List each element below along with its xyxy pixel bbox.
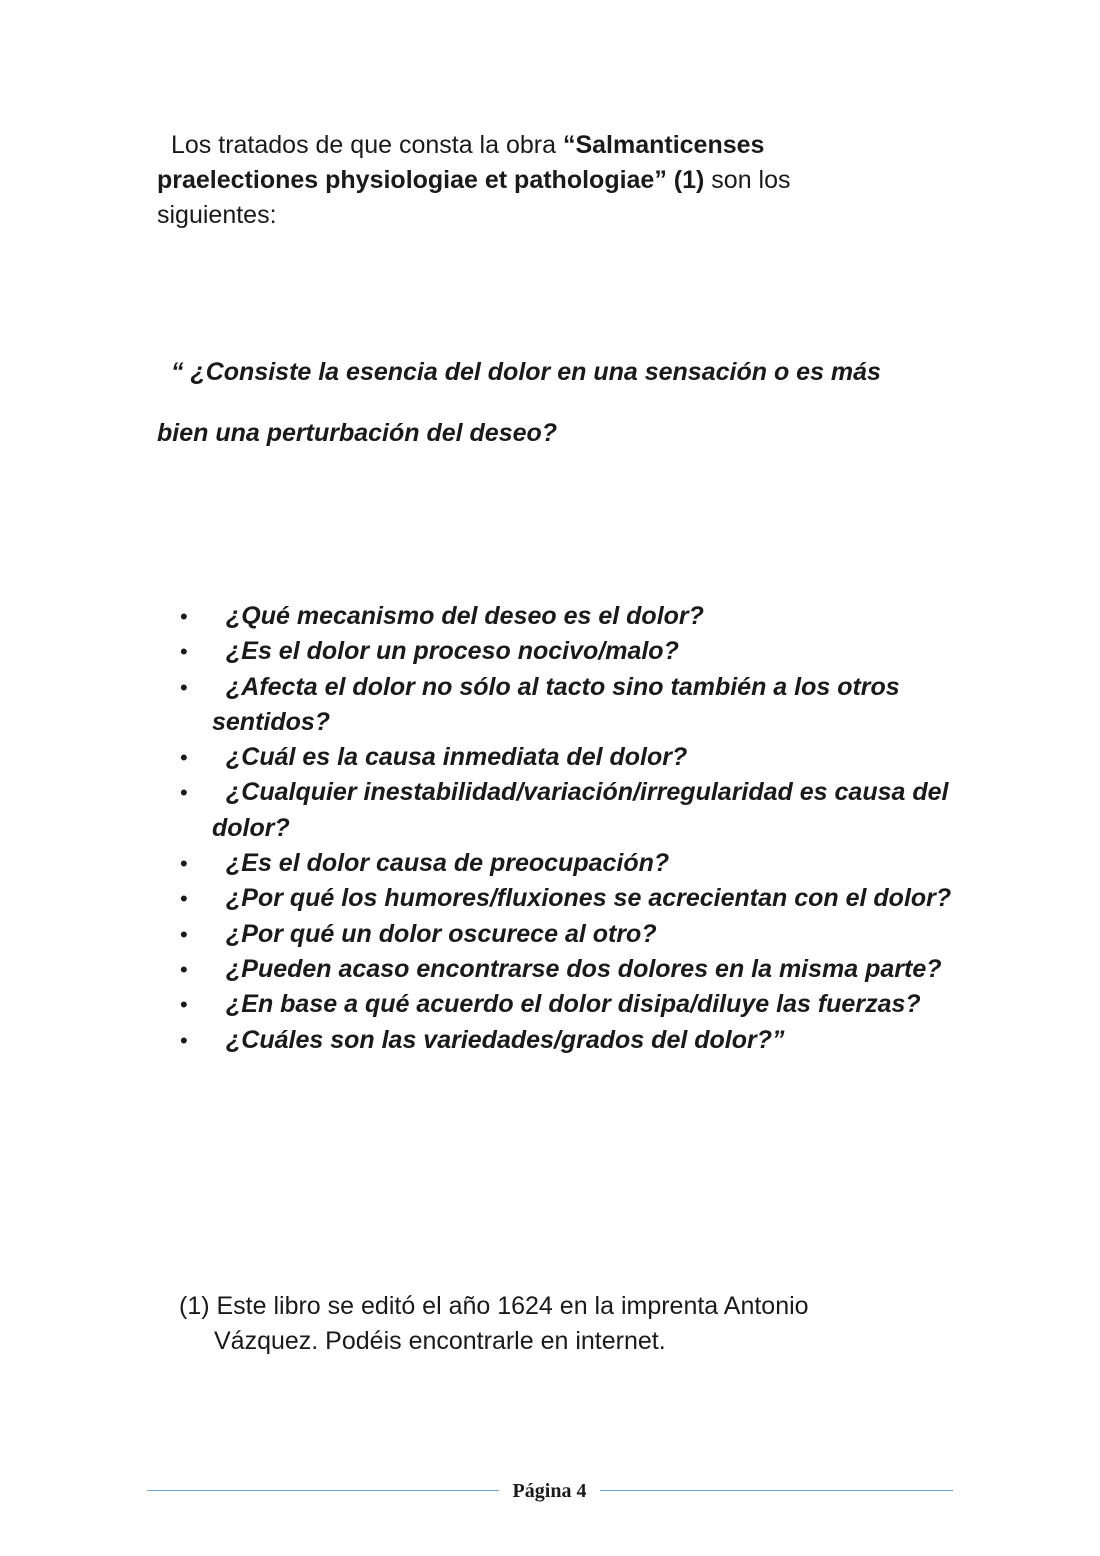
footer-rule-right	[600, 1490, 953, 1491]
footer-rule-left	[147, 1490, 499, 1491]
list-item	[180, 881, 952, 916]
question-text: ¿Cuál es la causa inmediata del dolor?	[226, 743, 688, 772]
intro-prefix: Los tratados de que consta la obra	[171, 131, 563, 159]
question-text: ¿Es el dolor causa de preocupación?	[226, 849, 670, 878]
question-text: ¿Afecta el dolor no sólo al tacto sino también a los otros sentidos?	[212, 672, 900, 736]
bullet-icon: •	[180, 921, 188, 947]
bullet-icon: •	[180, 745, 188, 771]
question-text: ¿Qué mecanismo del deseo es el dolor?	[226, 602, 704, 630]
list-item	[180, 846, 952, 881]
quote-line-2: bien una perturbación del deseo?	[157, 419, 558, 447]
list-item	[180, 634, 952, 669]
bullet-icon: •	[180, 604, 188, 629]
bullet-icon: •	[180, 780, 188, 806]
bullet-icon: •	[180, 992, 188, 1018]
bullet-icon: •	[180, 639, 188, 665]
list-item	[180, 670, 952, 741]
question-text: ¿Cualquier inestabilidad/variación/irregularidad es causa del dolor?	[212, 778, 949, 842]
list-item	[180, 775, 952, 846]
question-text: ¿En base a qué acuerdo el dolor disipa/diluye las fuerzas?	[226, 990, 921, 1019]
intro-paragraph	[157, 128, 857, 233]
question-text: ¿Por qué los humores/fluxiones se acrecientan con el dolor?	[226, 884, 952, 913]
list-item	[180, 917, 952, 952]
list-item	[180, 740, 952, 775]
page-footer	[147, 1478, 953, 1504]
list-item	[180, 599, 952, 634]
page-number: Página 4	[512, 1480, 587, 1502]
bullet-icon: •	[180, 851, 188, 877]
bullet-icon: •	[180, 886, 188, 912]
footnote: (1) Este libro se editó el año 1624 en la imprenta Antonio Vázquez. Podéis encontrarle en internet.	[179, 1292, 809, 1355]
question-text: ¿Por qué un dolor oscurece al otro?	[226, 919, 657, 948]
question-text: ¿Pueden acaso encontrarse dos dolores en la misma parte?	[226, 954, 942, 983]
bullet-icon: •	[180, 956, 188, 982]
bullet-icon: •	[180, 674, 188, 700]
questions-list	[180, 599, 952, 1058]
quote-line-1: “ ¿Consiste la esencia del dolor en una sensación o es más	[171, 358, 881, 386]
question-text: ¿Es el dolor un proceso nocivo/malo?	[226, 637, 679, 666]
intro-suffix: son los siguientes:	[157, 166, 791, 229]
list-item	[180, 952, 952, 987]
bullet-icon: •	[180, 1027, 188, 1053]
list-item	[180, 1023, 952, 1058]
list-item	[180, 987, 952, 1022]
question-text: ¿Cuáles son las variedades/grados del dolor?”	[226, 1025, 785, 1054]
intro-book-title: “Salmanticenses praelectiones physiologiae et pathologiae” (1)	[157, 131, 765, 194]
